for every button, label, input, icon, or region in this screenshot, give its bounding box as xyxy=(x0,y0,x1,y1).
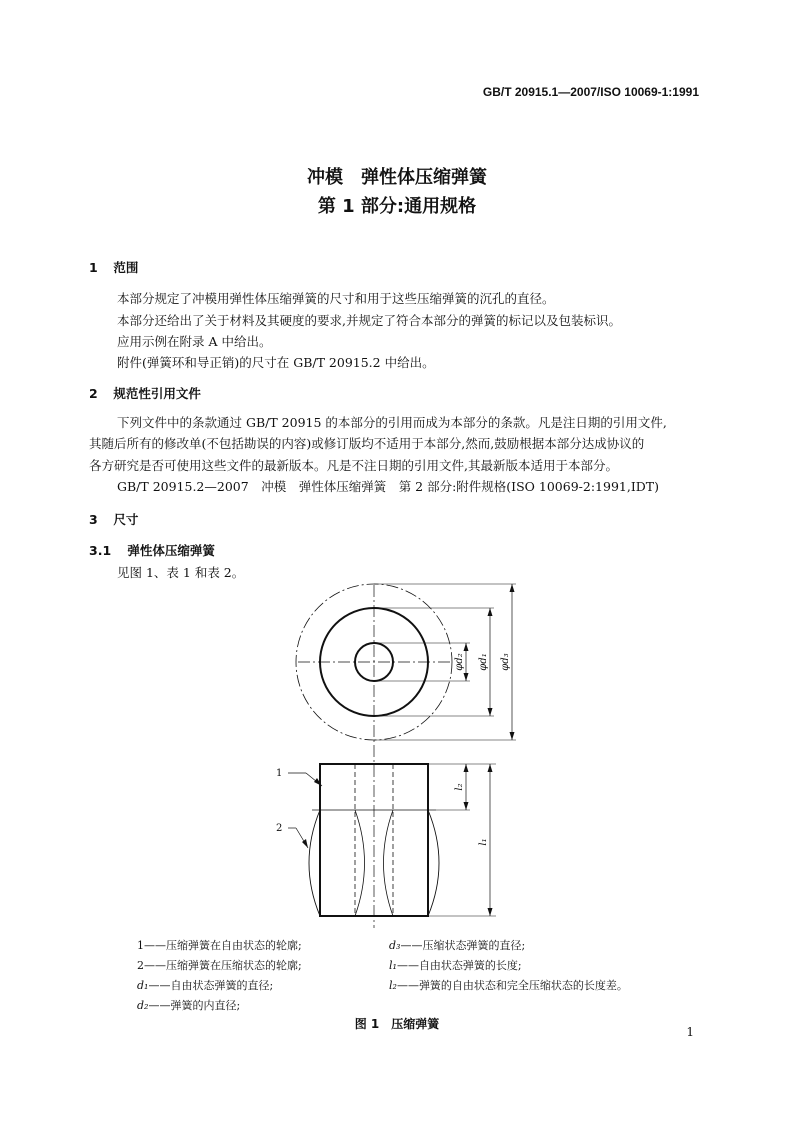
callout-2: 2 xyxy=(276,823,283,834)
compressed-bulge-right xyxy=(428,810,439,916)
legend-item xyxy=(137,997,240,1013)
figure-caption: 图 1 压缩弹簧 xyxy=(354,1017,440,1031)
normative-reference: GB/T 20915.2—2007 冲模 弹性体压缩弹簧 第 2 部分:附件规格(ISO 10069-2:1991,IDT) xyxy=(117,479,660,494)
legend-text: ——压缩弹簧在自由状态的轮廓; xyxy=(144,939,302,952)
label-d1: φd₁ xyxy=(478,653,489,671)
standard-number: GB/T 20915.1—2007/ISO 10069-1:1991 xyxy=(482,85,699,99)
legend-symbol: 1 xyxy=(137,939,144,952)
paragraph-line: 其随后所有的修改单(不包括勘误的内容)或修订版均不适用于本部分,然而,鼓励根据本部分达成协议的 xyxy=(89,436,645,451)
section-number: 3 xyxy=(89,512,98,527)
section-title: 弹性体压缩弹簧 xyxy=(127,543,215,558)
legend-symbol: d₁ xyxy=(137,979,149,992)
paragraph: 附件(弹簧环和导正销)的尺寸在 GB/T 20915.2 中给出。 xyxy=(117,355,435,370)
paragraph: 本部分规定了冲模用弹性体压缩弹簧的尺寸和用于这些压缩弹簧的沉孔的直径。 xyxy=(117,291,555,306)
paragraph-line: 各方研究是否可使用这些文件的最新版本。凡是不注日期的引用文件,其最新版本适用于本部分。 xyxy=(89,458,618,473)
compressed-bore-right xyxy=(384,810,394,916)
paragraph: 应用示例在附录 A 中给出。 xyxy=(117,334,272,349)
legend-symbol: d₂ xyxy=(137,999,149,1012)
section-title: 尺寸 xyxy=(113,512,139,527)
legend-text: ——自由状态弹簧的长度; xyxy=(396,959,522,972)
section-number: 3.1 xyxy=(89,543,112,558)
legend-text: ——压缩弹簧在压缩状态的轮廓; xyxy=(144,959,302,972)
legend-text: ——压缩状态弹簧的直径; xyxy=(400,939,526,952)
paragraph: 见图 1、表 1 和表 2。 xyxy=(117,565,245,580)
label-d2: φd₂ xyxy=(454,653,465,671)
legend-item xyxy=(389,957,522,973)
page-number: 1 xyxy=(686,1025,694,1039)
legend-item xyxy=(137,957,302,973)
legend-item xyxy=(389,977,628,993)
legend-item xyxy=(389,937,525,953)
legend-item xyxy=(137,977,273,993)
legend-text: ——弹簧的内直径; xyxy=(148,999,241,1012)
label-l1: l₁ xyxy=(478,838,489,846)
label-l2: l₂ xyxy=(454,783,465,791)
compressed-bulge-left xyxy=(309,810,320,916)
callout-1: 1 xyxy=(276,768,283,779)
label-d3: φd₃ xyxy=(500,653,511,671)
compressed-bore-left xyxy=(355,810,365,916)
legend-item xyxy=(137,937,302,953)
section-title: 规范性引用文件 xyxy=(113,386,201,401)
legend-symbol: l₂ xyxy=(389,979,397,992)
paragraph: 本部分还给出了关于材料及其硬度的要求,并规定了符合本部分的弹簧的标记以及包装标识。 xyxy=(117,313,621,328)
legend-text: ——弹簧的自由状态和完全压缩状态的长度差。 xyxy=(396,979,628,992)
document-subtitle: 第 1 部分:通用规格 xyxy=(317,196,477,217)
legend-symbol: d₃ xyxy=(389,939,401,952)
legend-text: ——自由状态弹簧的直径; xyxy=(148,979,274,992)
legend-symbol: 2 xyxy=(137,959,144,972)
paragraph-line: 下列文件中的条款通过 GB/T 20915 的本部分的引用而成为本部分的条款。凡是注日期的引用文件, xyxy=(117,415,667,430)
document-title: 冲模 弹性体压缩弹簧 xyxy=(307,167,487,188)
section-number: 2 xyxy=(89,386,98,401)
section-title: 范围 xyxy=(113,260,139,275)
section-number: 1 xyxy=(89,260,98,275)
legend-symbol: l₁ xyxy=(389,959,397,972)
